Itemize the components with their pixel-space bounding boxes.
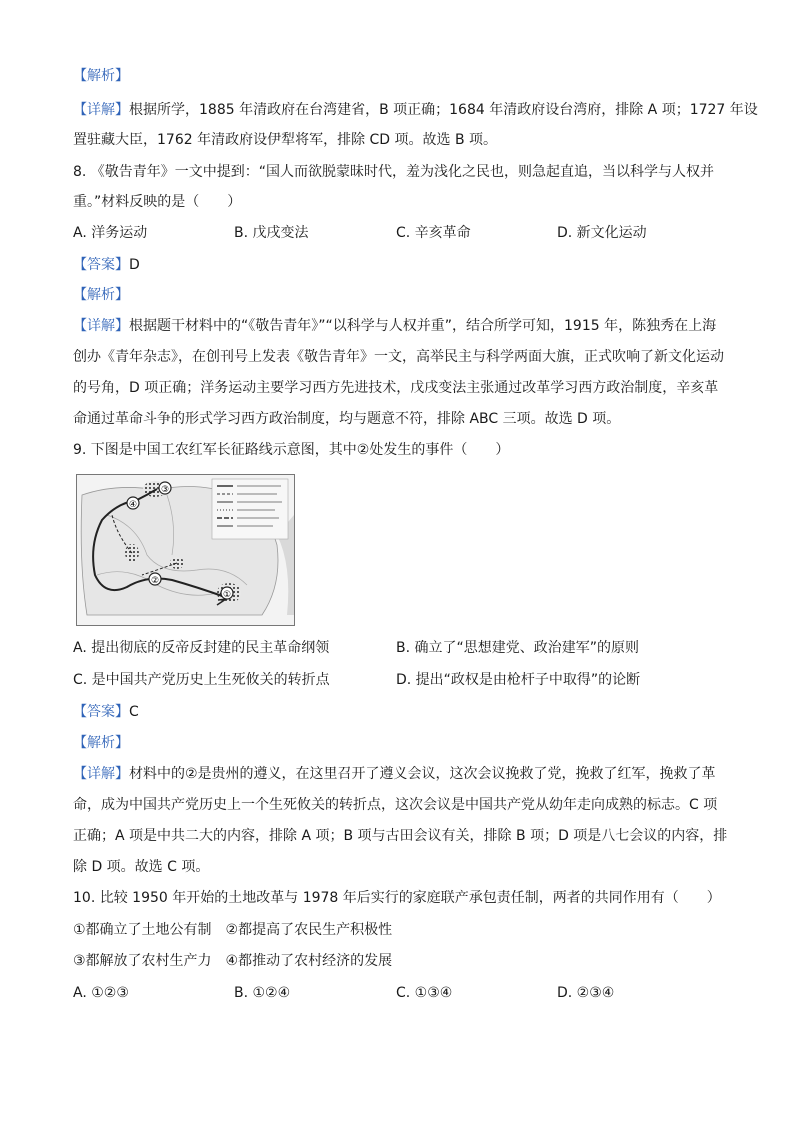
option-c: C. ①③④ (396, 985, 453, 1001)
option-b: B. 戊戌变法 (234, 225, 309, 241)
question-stem: 8. 《敬告青年》一文中提到：“国人而欲脱蒙昧时代，羞为浅化之民也，则急起直追，当以科学与人权并 (73, 164, 715, 180)
option-a: A. 提出彻底的反帝反封建的民主革命纲领 (73, 640, 330, 656)
analysis-label: 【解析】 (73, 735, 129, 751)
map-mark-3: ③ (160, 485, 170, 495)
map-mark-1: ① (222, 590, 232, 600)
explain-text: 材料中的②是贵州的遵义，在这里召开了遵义会议，这次会议挽救了党，挽救了红军，挽救了革 (129, 766, 716, 782)
answer-label: 【答案】 (73, 704, 129, 720)
map-mark-2: ② (150, 576, 160, 586)
explain-line: 命，成为中国共产党历史上一个生死攸关的转折点，这次会议是中国共产党从幼年走向成熟的标志。C 项 (73, 797, 718, 813)
question-stem: 10. 比较 1950 年开始的土地改革与 1978 年后实行的家庭联产承包责任制，两者的共同作用有（ ） (73, 890, 721, 906)
explain-line: 创办《青年杂志》，在创刊号上发表《敬告青年》一文，高举民主与科学两面大旗，正式吹响了新文化运动 (73, 349, 724, 365)
analysis-label: 【解析】 (73, 287, 129, 303)
option-a: A. 洋务运动 (73, 225, 148, 241)
detail-label: 【详解】 (73, 102, 129, 118)
map-mark-4: ④ (128, 500, 138, 510)
detail-label: 【详解】 (73, 766, 129, 782)
option-b: B. 确立了“思想建党、政治建军”的原则 (396, 640, 640, 656)
statement-line: ①都确立了土地公有制 ②都提高了农民生产积极性 (73, 922, 393, 938)
answer-value: C (129, 704, 139, 720)
option-d: D. 提出“政权是由枪杆子中取得”的论断 (396, 672, 641, 688)
explain-line (73, 764, 716, 784)
explain-text: 根据所学，1885 年清政府在台湾建省，B 项正确；1684 年清政府设台湾府，排除 A 项；1727 年设 (129, 102, 758, 118)
explain-line: 命通过革命斗争的形式学习西方政治制度，均与题意不符，排除 ABC 三项。故选 D 项。 (73, 411, 621, 427)
option-d: D. ②③④ (557, 985, 615, 1001)
option-c: C. 辛亥革命 (396, 225, 471, 241)
question-stem: 9. 下图是中国工农红军长征路线示意图，其中②处发生的事件（ ） (73, 442, 510, 458)
option-a: A. ①②③ (73, 985, 129, 1001)
answer-line (73, 702, 139, 722)
map-drawing (77, 475, 294, 625)
analysis-label: 【解析】 (73, 68, 129, 84)
explain-line: 的号角，D 项正确；洋务运动主要学习西方先进技术，戊戌变法主张通过改革学习西方政治制度，辛亥革 (73, 380, 719, 396)
answer-label: 【答案】 (73, 257, 129, 273)
statement-line: ③都解放了农村生产力 ④都推动了农村经济的发展 (73, 953, 393, 969)
explain-line: 正确；A 项是中共二大的内容，排除 A 项；B 项与古田会议有关，排除 B 项；D 项是八七会议的内容，排 (73, 828, 728, 844)
option-d: D. 新文化运动 (557, 225, 647, 241)
explain-line: 除 D 项。故选 C 项。 (73, 859, 210, 875)
answer-line (73, 255, 140, 275)
option-b: B. ①②④ (234, 985, 291, 1001)
long-march-map (76, 474, 295, 626)
explain-line (73, 316, 716, 336)
option-c: C. 是中国共产党历史上生死攸关的转折点 (73, 672, 330, 688)
answer-value: D (129, 257, 140, 273)
detail-label: 【详解】 (73, 318, 129, 334)
explain-text: 根据题干材料中的“《敬告青年》”“以科学与人权并重”，结合所学可知，1915 年，陈独秀在上海 (129, 318, 717, 334)
explain-line (73, 100, 758, 120)
question-stem: 重。”材料反映的是（ ） (73, 194, 242, 210)
explain-line: 置驻藏大臣，1762 年清政府设伊犁将军，排除 CD 项。故选 B 项。 (73, 132, 498, 148)
